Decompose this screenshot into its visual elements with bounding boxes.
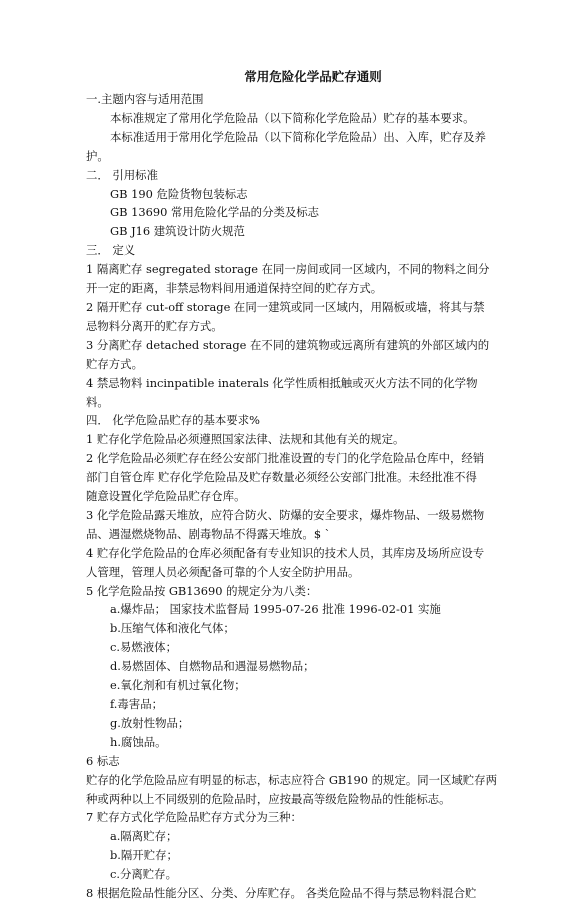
reference-item: GB J16 建筑设计防火规范 [110, 224, 245, 239]
paragraph-line: 8 根据危险品性能分区、分类、分库贮存。 各类危险品不得与禁忌物料混合贮 [86, 886, 477, 901]
paragraph-line: 种或两种以上不同级别的危险品时，应按最高等级危险物品的性能标志。 [86, 791, 451, 806]
document-title: 常用危险化学品贮存通则 [244, 69, 382, 84]
paragraph-line: 1 贮存化学危险品必须遵照国家法律、法规和其他有关的规定。 [86, 432, 405, 447]
paragraph-line: 4 禁忌物料 incinpatible inaterals 化学性质相抵触或灭火方法不同的化学物 [86, 375, 478, 390]
category-item: b.压缩气体和液化气体； [110, 621, 235, 636]
section-heading: 三． 定义 [86, 243, 136, 258]
paragraph-line: 本标准规定了常用化学危险品（以下简称化学危险品）贮存的基本要求。 [110, 110, 475, 125]
paragraph-line: 部门自管仓库 贮存化学危险品及贮存数量必须经公安部门批准。未经批准不得 [86, 470, 477, 485]
paragraph-line: 2 化学危险品必须贮存在经公安部门批准设置的专门的化学危险品仓库中，经销 [86, 451, 485, 466]
category-item: f.毒害品； [110, 697, 163, 711]
paragraph-line: 3 分离贮存 detached storage 在不同的建筑物或远离所有建筑的外部区域内的 [86, 337, 490, 352]
storage-method-item: a.隔离贮存； [110, 829, 178, 844]
paragraph-line: 品、遇湿燃烧物品、剧毒物品不得露天堆放。$ ` [86, 526, 331, 541]
paragraph-line: 随意设置化学危险品贮存仓库。 [86, 489, 246, 504]
paragraph-line: 5 化学危险品按 GB13690 的规定分为八类： [86, 583, 318, 598]
storage-method-item: c.分离贮存。 [110, 867, 177, 882]
storage-method-item: b.隔开贮存； [110, 848, 178, 863]
paragraph-line: 贮存的化学危险品应有明显的标志，标志应符合 GB190 的规定。同一区域贮存两 [86, 772, 497, 787]
section-heading: 四． 化学危险品贮存的基本要求% [86, 413, 260, 428]
paragraph-line: 本标准适用于常用化学危险品（以下简称化学危险品）出、入库，贮存及养 [110, 129, 486, 144]
category-item: c.易燃液体； [110, 640, 177, 655]
category-item: g.放射性物品； [110, 715, 190, 730]
paragraph-line: 7 贮存方式化学危险品贮存方式分为三种： [86, 810, 302, 825]
paragraph-line: 开一定的距离，非禁忌物料间用通道保持空间的贮存方式。 [86, 281, 383, 296]
section-heading: 二． 引用标准 [86, 167, 158, 182]
paragraph-line: 2 隔开贮存 cut-off storage 在同一建筑或同一区域内，用隔板或墙，将其与禁 [86, 299, 485, 314]
category-item: d.易燃固体、自燃物品和遇湿易燃物品； [110, 659, 315, 674]
paragraph-line: 忌物料分离开的贮存方式。 [86, 318, 223, 333]
reference-item: GB 190 危险货物包装标志 [110, 186, 248, 201]
paragraph-line: 4 贮存化学危险品的仓库必须配备有专业知识的技术人员，其库房及场所应设专 [86, 545, 485, 560]
paragraph-line: 3 化学危险品露天堆放，应符合防火、防爆的安全要求，爆炸物品、一级易燃物 [86, 507, 485, 522]
paragraph-line: 贮存方式。 [86, 356, 143, 371]
category-item: a.爆炸品； 国家技术监督局 1995-07-26 批准 1996-02-01 实施 [110, 602, 441, 617]
section-heading: 6 标志 [86, 753, 120, 768]
category-item: e.氧化剂和有机过氧化物； [110, 678, 246, 693]
paragraph-line: 料。 [86, 394, 109, 409]
category-item: h.腐蚀品。 [110, 734, 167, 749]
paragraph-line: 1 隔离贮存 segregated storage 在同一房间或同一区域内，不同的物料之间分 [86, 262, 490, 277]
reference-item: GB 13690 常用危险化学品的分类及标志 [110, 205, 320, 220]
section-heading: 一.主题内容与适用范围 [86, 92, 204, 106]
paragraph-line: 护。 [86, 148, 109, 163]
paragraph-line: 人管理，管理人员必须配备可靠的个人安全防护用品。 [86, 564, 360, 579]
